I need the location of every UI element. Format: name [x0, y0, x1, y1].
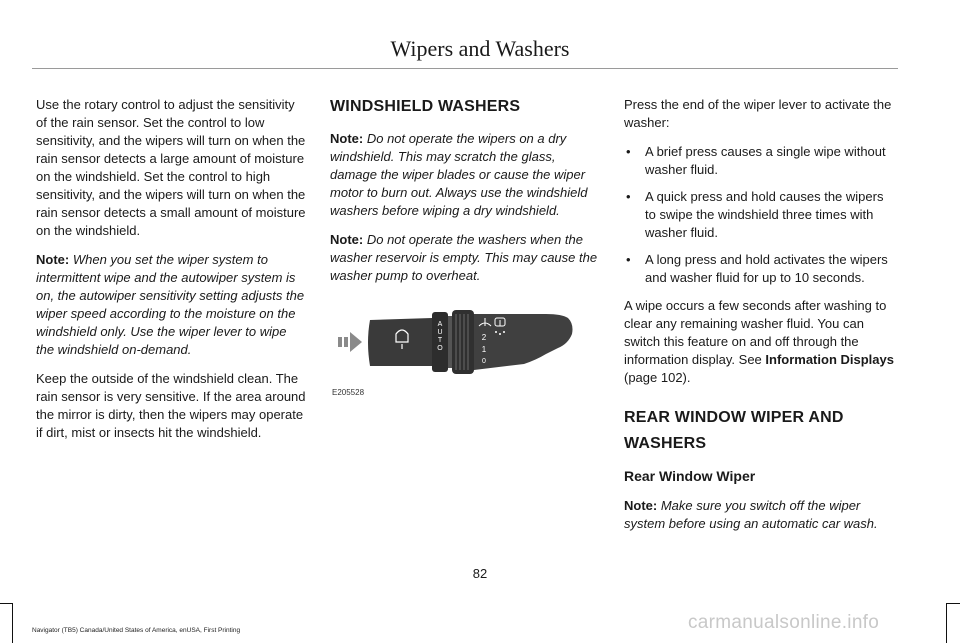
crop-mark-left-horizontal [0, 603, 12, 604]
ring-gap [448, 316, 452, 368]
paragraph-text: A wipe occurs a few seconds after washing to clear any remaining washer fluid. You can switch this feature on and off through the information display. See [624, 298, 887, 367]
wiper-stalk-illustration [336, 304, 598, 404]
paragraph-rain-sensor: Use the rotary control to adjust the sensitivity of the rain sensor. Set the control to low sensitivity, and the wipers will turn on when the rain sensor detects a large amount of moisture on the windshield. Set the control to high sensitivity, and the wipers will turn on when the rain sensor detects a small amount of moisture on the windshield. [36, 97, 306, 238]
note-autowiper [36, 251, 308, 359]
section-heading-windshield-washers: WINDSHIELD WASHERS [330, 98, 521, 115]
page-number: 82 [472, 566, 488, 581]
crop-mark-right-horizontal [946, 603, 960, 604]
note-car-wash [624, 497, 896, 533]
page-reference: (page 102). [624, 370, 691, 385]
note-text: Make sure you switch off the wiper system before using an automatic car wash. [624, 498, 878, 531]
note-label: Note: [330, 131, 364, 146]
cross-reference-link[interactable]: Information Displays [765, 352, 894, 367]
speed-ring [452, 310, 474, 374]
crop-mark-right-vertical [946, 603, 947, 643]
push-arrow-icon [338, 332, 362, 352]
speed-label-1: 1 [481, 345, 487, 354]
crop-mark-left-vertical [12, 603, 13, 643]
speed-label-2: 2 [481, 333, 487, 342]
subheading-rear-window-wiper: Rear Window Wiper [624, 468, 756, 484]
list-item: • A quick press and hold causes the wipers to swipe the windshield three times with washer fluid. [624, 188, 896, 242]
note-text: When you set the wiper system to intermittent wipe and the autowiper system is on, the autowiper sensitivity setting adjusts the wiper speed according to the moisture on the windshield only. Use the wiper lever to wipe the windshield on-demand. [36, 252, 305, 357]
note-label: Note: [330, 232, 364, 247]
column-left [36, 96, 308, 453]
footer-edition-text: Navigator (TB5) Canada/United States of America, enUSA, First Printing [32, 627, 241, 634]
wiper-lever-body [474, 314, 573, 370]
note-label: Note: [36, 252, 70, 267]
figure-id: E205528 [332, 388, 365, 397]
ring-label-a: A [437, 321, 443, 328]
paragraph-keep-clean: Keep the outside of the windshield clean. The rain sensor is very sensitive. If the area around the mirror is dirty, then the wipers may operate if dirt, mist or insects hit the windshield. [36, 371, 306, 440]
list-item: • A brief press causes a single wipe without washer fluid. [624, 143, 896, 179]
column-right [624, 96, 896, 544]
paragraph-wipe-after-wash [624, 297, 896, 387]
speed-label-0: 0 [482, 358, 486, 365]
ring-label-u: U [437, 329, 443, 336]
section-heading-rear-window: REAR WINDOW WIPER AND WASHERS [624, 409, 844, 452]
list-item: • A long press and hold activates the wipers and washer fluid for up to 10 seconds. [624, 251, 896, 287]
header-rule [32, 68, 898, 69]
note-label: Note: [624, 498, 658, 513]
ring-label-o: O [437, 345, 443, 352]
paragraph-washer-intro: Press the end of the wiper lever to activate the washer: [624, 97, 892, 130]
ring-label-t: T [437, 337, 443, 344]
watermark: carmanualsonline.info [688, 612, 880, 633]
note-empty-reservoir [330, 231, 602, 285]
column-middle [330, 96, 602, 296]
washer-press-list [624, 143, 896, 287]
note-text: Do not operate the washers when the washer reservoir is empty. This may cause the washer pump to overheat. [330, 232, 598, 283]
note-text: Do not operate the wipers on a dry windshield. This may scratch the glass, damage the wiper blades or cause the wiper motor to burn out. Always use the windshield washers before wiping a dry windshield. [330, 131, 588, 218]
note-dry-windshield [330, 130, 602, 220]
page-header-title: Wipers and Washers [390, 36, 570, 61]
